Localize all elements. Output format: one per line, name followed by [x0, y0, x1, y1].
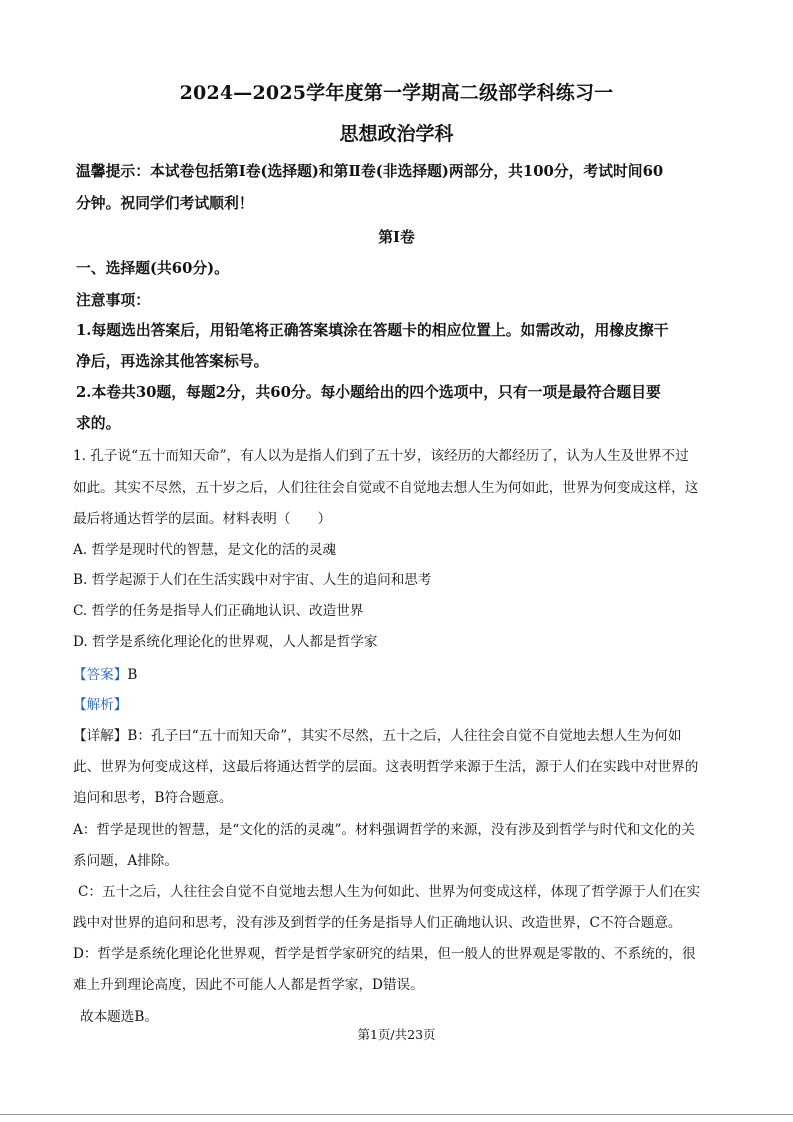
answer-value: B — [127, 667, 138, 683]
notice-line-1: 温馨提示：本试卷包括第Ⅰ卷(选择题)和第Ⅱ卷(非选择题)两部分，共100分，考试时间60 — [76, 163, 664, 180]
note-1-line-1: 1.每题选出答案后，用铅笔将正确答案填涂在答题卡的相应位置上。如需改动，用橡皮擦干 — [76, 322, 669, 339]
option-a: A. 哲学是现时代的智慧，是文化的活的灵魂 — [73, 542, 337, 558]
question-stem-line-2: 如此。其实不尽然，五十岁之后，人们往往会自觉或不自觉地去想人生为何如此，世界为何变成这样，这 — [73, 480, 699, 496]
note-1-line-2: 净后，再选涂其他答案标号。 — [76, 353, 269, 370]
page-number: 第1页/共23页 — [357, 1027, 436, 1042]
bottom-divider — [0, 1114, 793, 1115]
option-b: B. 哲学起源于人们在生活实践中对宇宙、人生的追问和思考 — [73, 572, 432, 588]
detail-line-3: 追问和思考，B符合题意。 — [73, 790, 233, 806]
analysis-c-line-1: C：五十之后，人往往会自觉不自觉地去想人生为何如此、世界为何变成这样，体现了哲学源于人们在实 — [78, 884, 701, 900]
section-title: 一、选择题(共60分)。 — [76, 260, 229, 277]
option-c: C. 哲学的任务是指导人们正确地认识、改造世界 — [73, 603, 364, 619]
answer-line — [73, 663, 137, 683]
answer-tag: 【答案】 — [73, 667, 128, 683]
detail-line-1 — [73, 724, 681, 744]
page-title: 2024—2025学年度第一学期高二级部学科练习一 — [179, 82, 614, 104]
detail-line-2: 此、世界为何变成这样，这最后将通达哲学的层面。这表明哲学来源于生活，源于人们在实践中对世界的 — [73, 759, 699, 775]
analysis-c-line-2: 践中对世界的追问和思考，没有涉及到哲学的任务是指导人们正确地认识、改造世界，C不符合题意。 — [73, 915, 682, 931]
detail-tag: 【详解】 — [73, 728, 128, 744]
analysis-a-line-2: 系问题，A排除。 — [73, 853, 178, 869]
detail-text-1: B：孔子曰“五十而知天命”，其实不尽然，五十之后，人往往会自觉不自觉地去想人生为何如 — [127, 728, 682, 744]
conclusion: 故本题选B。 — [80, 1009, 158, 1025]
option-d: D. 哲学是系统化理论化的世界观，人人都是哲学家 — [73, 634, 378, 650]
volume-heading: 第Ⅰ卷 — [378, 229, 415, 246]
analysis-tag: 【解析】 — [73, 697, 128, 713]
analysis-d-line-2: 难上升到理论高度，因此不可能人人都是哲学家，D错误。 — [73, 977, 424, 993]
note-2-line-1: 2.本卷共30题，每题2分，共60分。每小题给出的四个选项中，只有一项是最符合题目要 — [76, 384, 661, 401]
notice-line-2: 分钟。祝同学们考试顺利！ — [76, 195, 254, 212]
question-stem-line-1: 1. 孔子说“五十而知天命”，有人以为是指人们到了五十岁，该经历的大都经历了，认为人生及世界不过 — [73, 448, 689, 464]
question-stem-line-3: 最后将通达哲学的层面。材料表明（ ） — [73, 511, 332, 527]
analysis-a-line-1: A：哲学是现世的智慧，是“文化的活的灵魂”。材料强调哲学的来源，没有涉及到哲学与时代和文化的关 — [73, 822, 695, 838]
notes-title: 注意事项： — [76, 292, 150, 309]
analysis-d-line-1: D：哲学是系统化理论化世界观，哲学是哲学家研究的结果，但一般人的世界观是零散的、不系统的，很 — [73, 946, 696, 962]
note-2-line-2: 求的。 — [76, 415, 121, 432]
subject-title: 思想政治学科 — [339, 123, 454, 145]
